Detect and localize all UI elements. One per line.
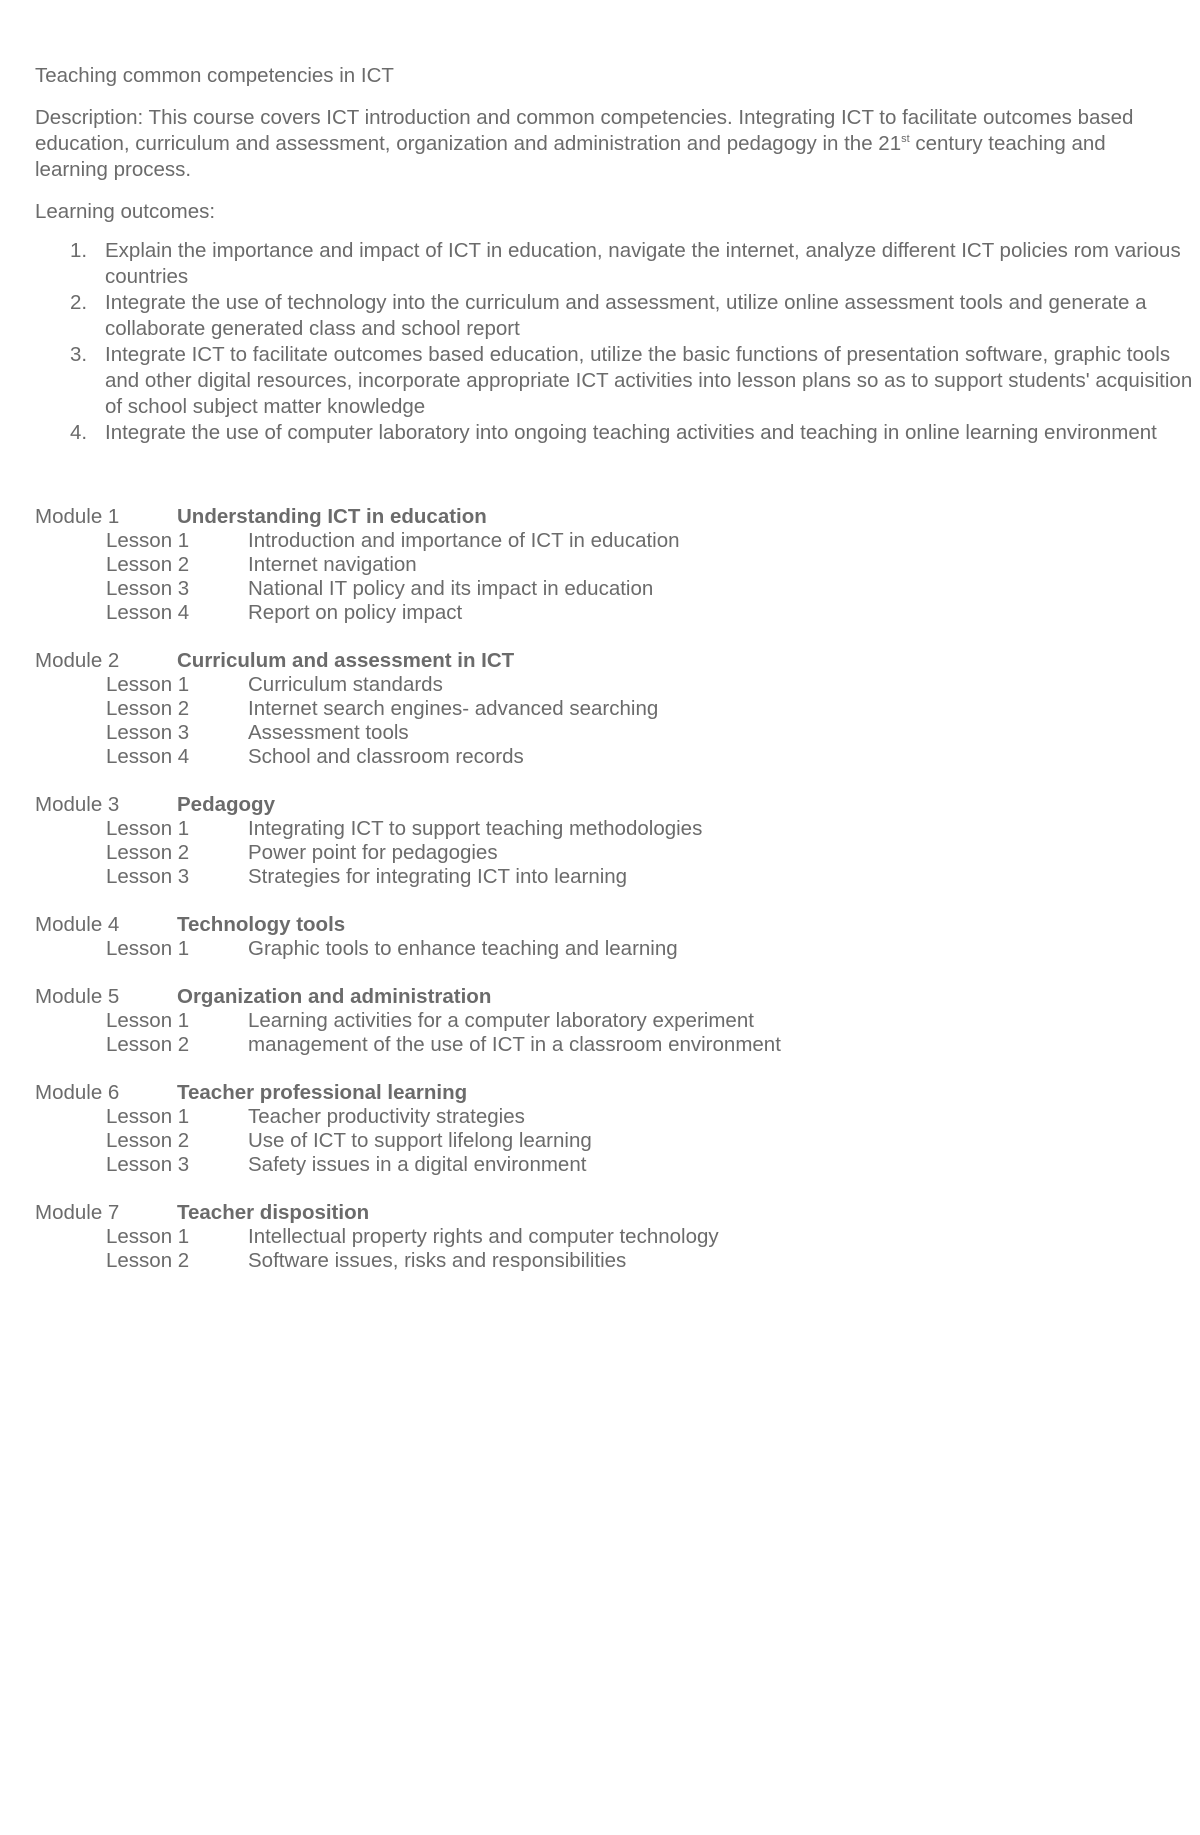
outcome-text: Integrate ICT to facilitate outcomes based education, utilize the basic functions of presentation software, graphic tools and other digital resources, incorporate appropriate ICT activities into lesson plans so as to support students' acquisition of school subject matter knowledge	[105, 343, 1193, 418]
document-title: Teaching common competencies in ICT	[35, 64, 394, 87]
module-block	[35, 792, 1165, 888]
lesson-title: Use of ICT to support lifelong learning	[248, 1129, 592, 1152]
module-header	[35, 1200, 1165, 1224]
lesson-title: Power point for pedagogies	[248, 841, 498, 864]
module-block	[35, 984, 1165, 1056]
lesson-number: Lesson 1	[106, 673, 190, 696]
module-number: Module 3	[35, 793, 120, 816]
module-header	[35, 792, 1165, 816]
lesson-title: management of the use of ICT in a classroom environment	[248, 1033, 781, 1056]
description-text: Description: This course covers ICT introduction and common competencies. Integrating ICT to facilitate outcomes based education, curriculum and assessment, organization and administration and pedagogy in the 21	[35, 106, 1134, 155]
lesson-row	[35, 1248, 1165, 1272]
module-header	[35, 1080, 1165, 1104]
lesson-row	[35, 528, 1165, 552]
module-header	[35, 504, 1165, 528]
module-title: Teacher professional learning	[177, 1081, 468, 1104]
lesson-title: Integrating ICT to support teaching methodologies	[248, 817, 703, 840]
lesson-row	[35, 936, 1165, 960]
lesson-number: Lesson 1	[106, 1105, 190, 1128]
lesson-title: Graphic tools to enhance teaching and learning	[248, 937, 678, 960]
outcome-item	[35, 290, 1200, 342]
module-block	[35, 1200, 1165, 1272]
lesson-number: Lesson 2	[106, 697, 190, 720]
lesson-title: Introduction and importance of ICT in education	[248, 529, 680, 552]
description-text-end: century teaching and learning process.	[35, 132, 1106, 181]
lesson-row	[35, 1224, 1165, 1248]
lesson-title: Learning activities for a computer laboratory experiment	[248, 1009, 754, 1032]
outcome-number: 2.	[70, 291, 88, 314]
module-title: Pedagogy	[177, 793, 275, 816]
description-ordinal-suffix: st	[901, 133, 910, 145]
lesson-row	[35, 864, 1165, 888]
learning-outcomes-list	[35, 238, 1193, 446]
lesson-row	[35, 720, 1165, 744]
lesson-row	[35, 672, 1165, 696]
lesson-number: Lesson 2	[106, 1033, 190, 1056]
lesson-row	[35, 1152, 1165, 1176]
module-header	[35, 648, 1165, 672]
lesson-title: Report on policy impact	[248, 601, 463, 624]
module-number: Module 7	[35, 1201, 120, 1224]
lesson-number: Lesson 1	[106, 1225, 190, 1248]
lesson-number: Lesson 3	[106, 865, 190, 888]
lesson-row	[35, 696, 1165, 720]
lesson-row	[35, 552, 1165, 576]
module-number: Module 5	[35, 985, 120, 1008]
lesson-row	[35, 816, 1165, 840]
outcome-item	[35, 342, 1200, 420]
module-title: Technology tools	[177, 913, 346, 936]
lesson-row	[35, 840, 1165, 864]
outcome-item	[35, 238, 1200, 290]
outcome-text: Explain the importance and impact of ICT in education, navigate the internet, analyze different ICT policies rom various countries	[105, 239, 1181, 288]
lesson-row	[35, 1032, 1165, 1056]
lesson-title: Intellectual property rights and computer technology	[248, 1225, 719, 1248]
module-block	[35, 504, 1165, 624]
module-title: Curriculum and assessment in ICT	[177, 649, 515, 672]
lesson-number: Lesson 2	[106, 841, 190, 864]
lesson-title: School and classroom records	[248, 745, 524, 768]
lesson-title: Curriculum standards	[248, 673, 443, 696]
modules-list	[35, 504, 1165, 1272]
lesson-number: Lesson 1	[106, 1009, 190, 1032]
outcome-item	[35, 420, 1200, 446]
lesson-number: Lesson 1	[106, 817, 190, 840]
lesson-number: Lesson 2	[106, 553, 190, 576]
module-title: Organization and administration	[177, 985, 492, 1008]
outcome-text: Integrate the use of computer laboratory into ongoing teaching activities and teaching in online learning environment	[105, 421, 1157, 444]
lesson-number: Lesson 1	[106, 529, 190, 552]
lesson-title: Software issues, risks and responsibilities	[248, 1249, 627, 1272]
outcome-number: 3.	[70, 343, 88, 366]
module-block	[35, 912, 1165, 960]
lesson-number: Lesson 1	[106, 937, 190, 960]
module-title: Understanding ICT in education	[177, 505, 487, 528]
lesson-number: Lesson 3	[106, 577, 190, 600]
module-block	[35, 1080, 1165, 1176]
lesson-number: Lesson 3	[106, 1153, 190, 1176]
lesson-title: Internet navigation	[248, 553, 417, 576]
course-description	[35, 105, 1160, 183]
lesson-title: Teacher productivity strategies	[248, 1105, 525, 1128]
outcome-text: Integrate the use of technology into the curriculum and assessment, utilize online assessment tools and generate a collaborate generated class and school report	[105, 291, 1147, 340]
outcomes-label: Learning outcomes:	[35, 200, 216, 223]
lesson-row	[35, 1128, 1165, 1152]
module-number: Module 2	[35, 649, 120, 672]
outcome-number: 1.	[70, 239, 88, 262]
lesson-title: Strategies for integrating ICT into learning	[248, 865, 628, 888]
lesson-title: Assessment tools	[248, 721, 409, 744]
module-number: Module 1	[35, 505, 120, 528]
module-number: Module 4	[35, 913, 120, 936]
lesson-row	[35, 576, 1165, 600]
module-header	[35, 912, 1165, 936]
module-header	[35, 984, 1165, 1008]
module-number: Module 6	[35, 1081, 120, 1104]
lesson-title: National IT policy and its impact in education	[248, 577, 654, 600]
lesson-number: Lesson 4	[106, 601, 190, 624]
lesson-number: Lesson 2	[106, 1249, 190, 1272]
module-title: Teacher disposition	[177, 1201, 370, 1224]
lesson-row	[35, 744, 1165, 768]
lesson-number: Lesson 4	[106, 745, 190, 768]
lesson-title: Safety issues in a digital environment	[248, 1153, 587, 1176]
lesson-number: Lesson 2	[106, 1129, 190, 1152]
lesson-number: Lesson 3	[106, 721, 190, 744]
lesson-title: Internet search engines- advanced searching	[248, 697, 659, 720]
lesson-row	[35, 1104, 1165, 1128]
module-block	[35, 648, 1165, 768]
outcome-number: 4.	[70, 421, 88, 444]
lesson-row	[35, 1008, 1165, 1032]
lesson-row	[35, 600, 1165, 624]
